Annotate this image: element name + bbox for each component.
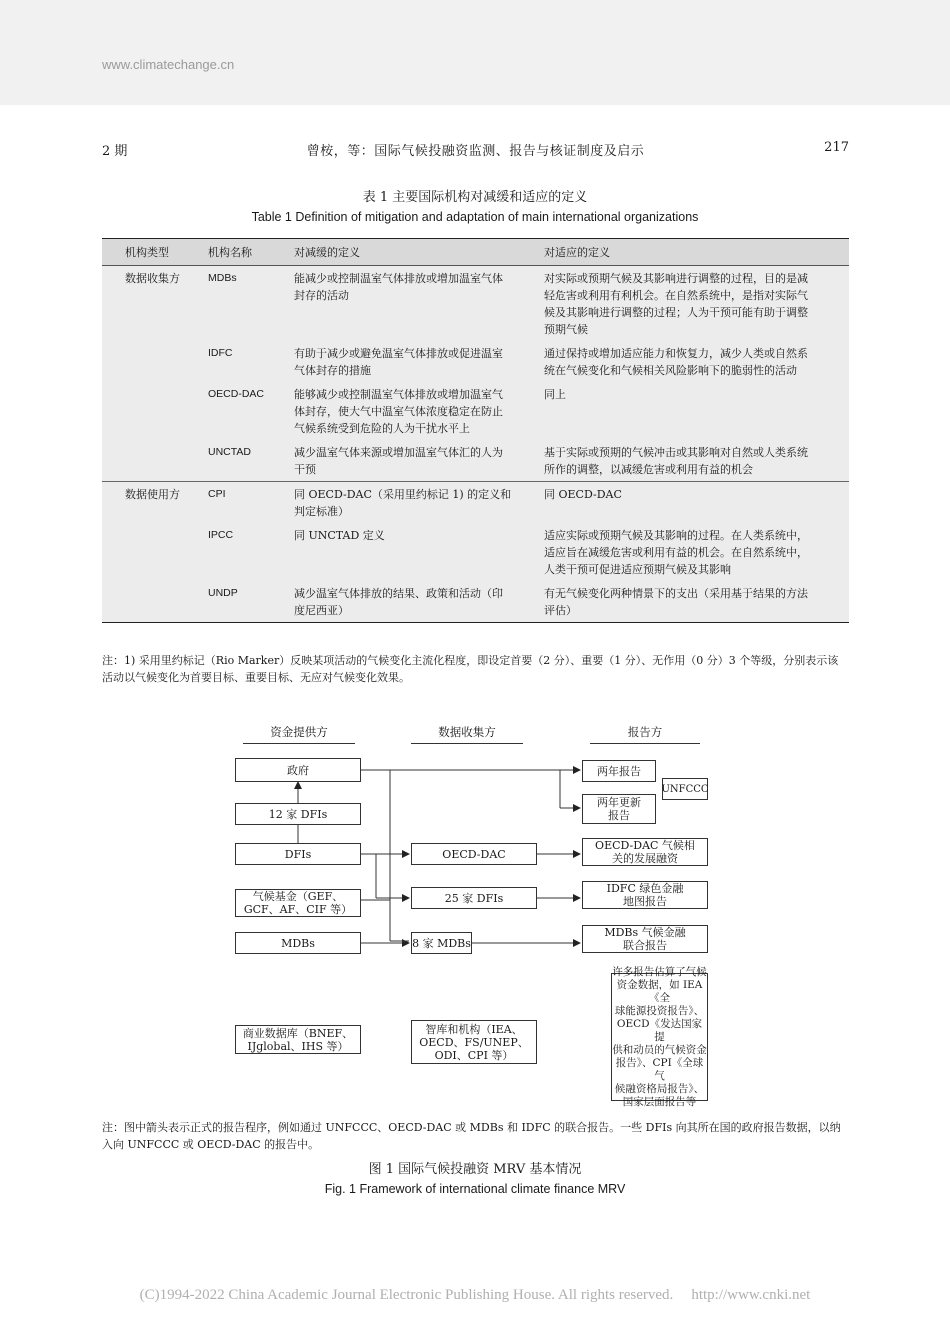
col-header-mitigation: 对减缓的定义 bbox=[294, 239, 544, 266]
col-head-collectors: 数据收集方 bbox=[438, 725, 496, 739]
table-caption-cn: 表 1 主要国际机构对减缓和适应的定义 bbox=[362, 190, 588, 205]
cell-name: IPCC bbox=[208, 523, 294, 581]
cell-name: MDBs bbox=[208, 266, 294, 342]
cell-mitigation: 减少温室气体排放的结果、政策和活动（印 度尼西亚） bbox=[294, 581, 544, 623]
box-dfis: DFIs bbox=[235, 843, 361, 865]
table-row bbox=[102, 440, 849, 482]
cell-adaptation: 同 OECD-DAC bbox=[544, 482, 849, 524]
col-header-adaptation: 对适应的定义 bbox=[544, 239, 849, 266]
box-biennial-report: 两年报告 bbox=[582, 760, 656, 782]
col-underline-collectors bbox=[411, 743, 523, 744]
cell-name: OECD-DAC bbox=[208, 382, 294, 440]
copyright-text: (C)1994-2022 China Academic Journal Electronic Publishing House. All rights reserved. bbox=[139, 1287, 674, 1303]
col-header-name: 机构名称 bbox=[208, 239, 294, 266]
cnki-url[interactable]: http://www.cnki.net bbox=[691, 1287, 811, 1303]
box-12-dfis: 12 家 DFIs bbox=[235, 803, 361, 825]
box-oecd-dac: OECD-DAC bbox=[411, 843, 537, 865]
cell-type: 数据收集方 bbox=[102, 266, 208, 342]
table-row bbox=[102, 266, 849, 342]
cell-mitigation: 同 OECD-DAC（采用里约标记 1) 的定义和 判定标准） bbox=[294, 482, 544, 524]
box-government: 政府 bbox=[235, 758, 361, 782]
running-header bbox=[102, 140, 849, 160]
box-idfc-report: IDFC 绿色金融 地图报告 bbox=[582, 881, 708, 909]
table-row bbox=[102, 482, 849, 524]
col-head-reporters: 报告方 bbox=[627, 725, 663, 739]
cell-name: UNCTAD bbox=[208, 440, 294, 482]
cell-mitigation: 有助于减少或避免温室气体排放或促进温室 气体封存的措施 bbox=[294, 341, 544, 382]
cell-type bbox=[102, 581, 208, 623]
col-underline-providers bbox=[243, 743, 355, 744]
table-header-row bbox=[102, 239, 849, 266]
running-title: 曾桉，等：国际气候投融资监测、报告与核证制度及启示 bbox=[306, 144, 645, 159]
cell-type bbox=[102, 523, 208, 581]
cell-name: UNDP bbox=[208, 581, 294, 623]
definitions-table bbox=[102, 238, 849, 623]
watermark-url: www.climatechange.cn bbox=[102, 57, 235, 72]
table-row bbox=[102, 581, 849, 623]
figure-footnote: 注：图中箭头表示正式的报告程序，例如通过 UNFCCC、OECD-DAC 或 MDBs 和 IDFC 的联合报告。一些 DFIs 向其所在国的政府报告数据，以纳入向 UNFCCC 或 OECD-DAC 的报告中。 bbox=[102, 1121, 841, 1151]
cell-adaptation: 同上 bbox=[544, 382, 849, 440]
cell-mitigation: 减少温室气体来源或增加温室气体汇的人为 干预 bbox=[294, 440, 544, 482]
table-caption-en: Table 1 Definition of mitigation and adaptation of main international organizations bbox=[251, 210, 699, 224]
box-other-reports: 许多报告估算了气候 资金数据，如 IEA《全 球能源投资报告》、 OECD《发达国家提 供和动员的气候资金 报告》、CPI《全球气 候融资格局报告》、 国家层面报告等 bbox=[612, 965, 707, 1108]
table-row bbox=[102, 382, 849, 440]
copyright-footer bbox=[0, 1287, 950, 1304]
box-think-tanks: 智库和机构（IEA、 OECD、FS/UNEP、 ODI、CPI 等） bbox=[411, 1020, 537, 1064]
col-head-providers: 资金提供方 bbox=[270, 725, 328, 739]
cell-adaptation: 有无气候变化两种情景下的支出（采用基于结果的方法 评估） bbox=[544, 581, 849, 623]
cell-adaptation: 基于实际或预期的气候冲击或其影响对自然或人类系统 所作的调整，以减缓危害或利用有益的机会 bbox=[544, 440, 849, 482]
col-underline-reporters bbox=[590, 743, 700, 744]
table-row bbox=[102, 523, 849, 581]
box-unfccc: UNFCCC bbox=[662, 778, 708, 800]
issue-number: 2 期 bbox=[102, 144, 128, 159]
cell-mitigation: 同 UNCTAD 定义 bbox=[294, 523, 544, 581]
cell-adaptation: 适应实际或预期气候及其影响的过程。在人类系统中， 适应旨在减缓危害或利用有益的机会。在自然系统中， 人类干预可促进适应预期气候及其影响 bbox=[544, 523, 849, 581]
box-8-mdbs: 8 家 MDBs bbox=[411, 932, 472, 954]
mrv-framework-figure bbox=[0, 716, 950, 1106]
page-number: 217 bbox=[824, 140, 849, 155]
col-header-type: 机构类型 bbox=[102, 239, 208, 266]
cell-name: CPI bbox=[208, 482, 294, 524]
cell-type bbox=[102, 440, 208, 482]
box-biennial-update-report: 两年更新 报告 bbox=[582, 794, 656, 824]
cell-type bbox=[102, 382, 208, 440]
box-oecd-dac-report: OECD-DAC 气候相 关的发展融资 bbox=[582, 838, 708, 866]
table-footnote: 注：1) 采用里约标记（Rio Marker）反映某项活动的气候变化主流化程度，即设定首要（2 分）、重要（1 分）、无作用（0 分）3 个等级，分别表示该活动以气候变化为首要目标、重要目标、无应对气候变化效果。 bbox=[102, 654, 839, 684]
table-row bbox=[102, 341, 849, 382]
box-climate-funds: 气候基金（GEF、 GCF、AF、CIF 等） bbox=[235, 889, 361, 917]
cell-type: 数据使用方 bbox=[102, 482, 208, 524]
box-mdbs: MDBs bbox=[235, 932, 361, 954]
cell-type bbox=[102, 341, 208, 382]
cell-mitigation: 能减少或控制温室气体排放或增加温室气体 封存的活动 bbox=[294, 266, 544, 342]
cell-adaptation: 通过保持或增加适应能力和恢复力，减少人类或自然系 统在气候变化和气候相关风险影响下的脆弱性的活动 bbox=[544, 341, 849, 382]
cell-name: IDFC bbox=[208, 341, 294, 382]
box-mdbs-joint-report: MDBs 气候金融 联合报告 bbox=[582, 925, 708, 953]
figure-caption-en: Fig. 1 Framework of international climate finance MRV bbox=[324, 1182, 626, 1196]
figure-caption-cn: 图 1 国际气候投融资 MRV 基本情况 bbox=[368, 1162, 582, 1177]
cell-mitigation: 能够减少或控制温室气体排放或增加温室气 体封存，使大气中温室气体浓度稳定在防止 气候系统受到危险的人为干扰水平上 bbox=[294, 382, 544, 440]
watermark-band bbox=[0, 0, 950, 105]
box-commercial-databases: 商业数据库（BNEF、 IJglobal、IHS 等） bbox=[235, 1025, 361, 1054]
box-25-dfis: 25 家 DFIs bbox=[411, 887, 537, 909]
cell-adaptation: 对实际或预期气候及其影响进行调整的过程，目的是减 轻危害或利用有利机会。在自然系统中，是指对实际气 候及其影响进行调整的过程；人为干预可能有助于调整 预期气候 bbox=[544, 266, 849, 342]
